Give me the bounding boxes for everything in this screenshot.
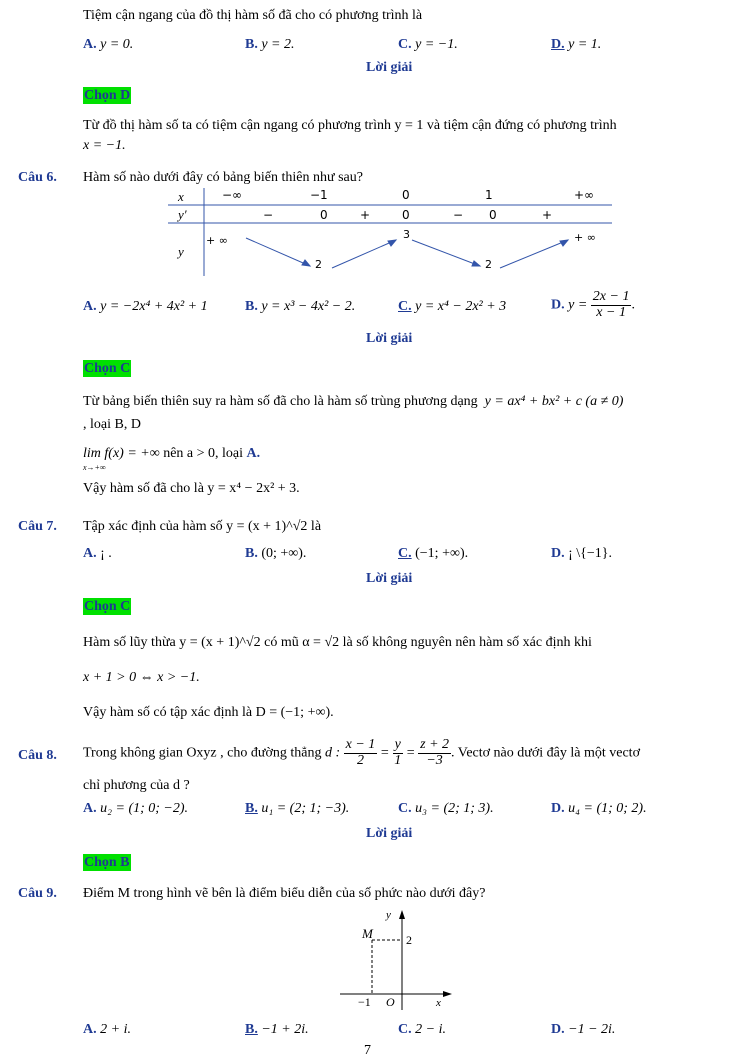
- sign-value: −: [453, 208, 464, 222]
- complex-plane-figure: [330, 906, 460, 1014]
- x-tick-label: −1: [358, 995, 371, 1009]
- option-c: C. u₃ = (2; 1; 3).: [398, 801, 494, 816]
- option-c: C. 2 − i.: [398, 1022, 446, 1037]
- question-number: Câu 9.: [18, 886, 57, 901]
- option-b: B. (0; +∞).: [245, 546, 307, 561]
- option-d: D. y = 1.: [551, 37, 602, 52]
- option-d: D. y = $\frac{2x - 1}{x - 1}$ .: [551, 289, 635, 320]
- explanation-line: x = −1.: [83, 138, 126, 153]
- option-b: B. y = x³ − 4x² − 2.: [245, 299, 356, 314]
- question-number: Câu 6.: [18, 170, 57, 185]
- option-b: B. u₁ = (2; 1; −3).: [245, 801, 350, 816]
- sign-value: +: [360, 208, 371, 222]
- solution-title: Lời giải: [366, 826, 413, 841]
- sign-value: −: [263, 208, 274, 222]
- sign-value: 0: [402, 208, 410, 222]
- limit-subscript: x→+∞: [83, 463, 106, 472]
- x-label: x: [178, 189, 184, 204]
- option-c: C. y = −1.: [398, 37, 458, 52]
- x-value: 1: [485, 188, 493, 202]
- y-value: 3: [403, 228, 410, 241]
- answer-badge: Chọn D: [84, 88, 131, 103]
- solution-line: Vậy hàm số đã cho là y = x⁴ − 2x² + 3.: [83, 481, 300, 496]
- x-axis-label: x: [436, 997, 441, 1009]
- solution-line: lim f(x) = +∞ nên a > 0, loại A.: [83, 446, 261, 461]
- x-value: −∞: [222, 188, 243, 202]
- answer-badge: Chọn C: [84, 599, 131, 614]
- option-a: A. y = −2x⁴ + 4x² + 1: [83, 299, 208, 314]
- solution-line: x + 1 > 0 ⇔ x > −1.: [83, 670, 200, 685]
- solution-line: Từ bảng biến thiên suy ra hàm số đã cho là hàm số trùng phương dạng y = ax⁴ + bx² + c (a ≠ 0): [83, 394, 624, 409]
- option-c: C. y = x⁴ − 2x² + 3: [398, 299, 507, 314]
- page-number: 7: [364, 1043, 371, 1058]
- x-value: 0: [402, 188, 410, 202]
- yprime-label: y′: [178, 207, 187, 222]
- x-value: +∞: [574, 188, 595, 202]
- option-a: A. u₂ = (1; 0; −2).: [83, 801, 189, 816]
- variation-arrows: [246, 238, 568, 268]
- option-a: A. ¡ .: [83, 546, 112, 561]
- question-text: chỉ phương của d ?: [83, 778, 190, 793]
- option-d: D. u₄ = (1; 0; 2).: [551, 801, 647, 816]
- question-number: Câu 7.: [18, 519, 57, 534]
- variation-table: [160, 186, 620, 278]
- question-text: Trong không gian Oxyz , cho đường thẳng d : $\frac{x - 1}{2}$ = $\frac{y}{1}$ = $\frac{z + 2}{-3}$ . Vectơ nào dưới đây là một vectơ: [83, 737, 640, 768]
- question-text: Hàm số nào dưới đây có bảng biến thiên như sau?: [83, 170, 363, 185]
- question-text: Điểm M trong hình vẽ bên là điểm biểu diễn của số phức nào dưới đây?: [83, 886, 486, 901]
- question-number: Câu 8.: [18, 748, 57, 763]
- answer-badge: Chọn B: [84, 855, 130, 870]
- option-b: B. y = 2.: [245, 37, 295, 52]
- option-b: B. −1 + 2i.: [245, 1022, 309, 1037]
- solution-line: Vậy hàm số có tập xác định là D = (−1; +∞).: [83, 705, 334, 720]
- solution-title: Lời giải: [366, 331, 413, 346]
- y-tick-label: 2: [406, 933, 412, 947]
- solution-line: , loại B, D: [83, 417, 141, 432]
- y-value: + ∞: [574, 231, 596, 244]
- solution-title: Lời giải: [366, 571, 413, 586]
- y-value: 2: [315, 258, 322, 271]
- option-a: A. 2 + i.: [83, 1022, 131, 1037]
- solution-title: Lời giải: [366, 60, 413, 75]
- y-axis-label: y: [386, 909, 391, 921]
- sign-value: +: [542, 208, 553, 222]
- question-text: Tập xác định của hàm số y = (x + 1)^√2 là: [83, 519, 322, 534]
- sign-value: 0: [489, 208, 497, 222]
- answer-badge: Chọn C: [84, 361, 131, 376]
- explanation-line: Từ đồ thị hàm số ta có tiệm cận ngang có phương trình y = 1 và tiệm cận đứng có phương trình: [83, 118, 617, 133]
- point-label: M: [362, 926, 373, 941]
- option-d: D. ¡ \{−1}.: [551, 546, 613, 561]
- x-value: −1: [310, 188, 328, 202]
- origin-label: O: [386, 995, 395, 1009]
- question-tail: Tiệm cận ngang của đồ thị hàm số đã cho có phương trình là: [83, 8, 423, 23]
- sign-value: 0: [320, 208, 328, 222]
- y-label: y: [178, 244, 184, 259]
- y-value: 2: [485, 258, 492, 271]
- solution-line: Hàm số lũy thừa y = (x + 1)^√2 có mũ α = √2 là số không nguyên nên hàm số xác định khi: [83, 635, 592, 650]
- option-d: D. −1 − 2i.: [551, 1022, 616, 1037]
- option-a: A. y = 0.: [83, 37, 134, 52]
- option-c: C. (−1; +∞).: [398, 546, 469, 561]
- y-value: + ∞: [206, 234, 228, 247]
